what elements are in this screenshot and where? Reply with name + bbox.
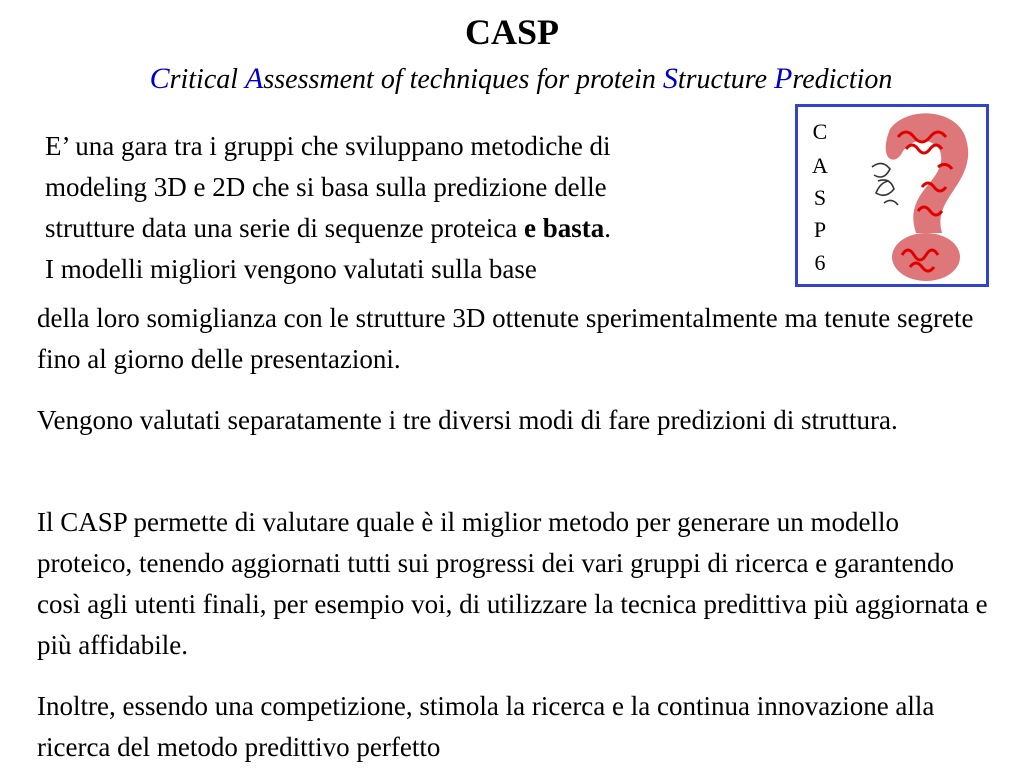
- intro-line-3: [45, 208, 770, 249]
- logo-letter-a: A: [812, 153, 828, 178]
- subtitle-initial-s: S: [662, 62, 678, 95]
- intro-line-1: E’ una gara tra i gruppi che sviluppano metodiche di: [45, 131, 611, 161]
- intro-line-2: modeling 3D e 2D che si basa sulla predizione delle: [45, 172, 607, 202]
- intro-line-4: I modelli migliori vengono valutati sulla base: [45, 254, 537, 284]
- casp6-logo: [795, 104, 989, 287]
- protein-question-mark: [872, 113, 968, 281]
- subtitle-part: tructure: [677, 64, 775, 95]
- subtitle-initial-c: C: [149, 62, 170, 95]
- slide-subtitle: [0, 60, 1024, 99]
- subtitle-part: ssessment of techniques for protein: [263, 64, 663, 95]
- subtitle-part: ritical: [169, 64, 246, 95]
- subtitle-initial-p: P: [774, 62, 793, 95]
- intro-line-3-end: .: [604, 213, 612, 243]
- logo-letter-p: P: [813, 217, 827, 242]
- paragraph-similarity: della loro somiglianza con le strutture 3D ottenute sperimentalmente ma tenute segrete fino al giorno delle presentazioni.: [37, 303, 974, 374]
- slide-title: CASP: [464, 12, 559, 52]
- casp6-logo-graphic: [798, 107, 986, 284]
- subtitle-part: rediction: [792, 64, 893, 95]
- intro-line-3-text: strutture data una serie di sequenze proteica: [45, 213, 525, 243]
- logo-letter-6: 6: [814, 250, 826, 275]
- logo-letter-s: S: [813, 185, 827, 210]
- subtitle-initial-a: A: [245, 62, 264, 95]
- logo-letter-c: C: [812, 119, 828, 144]
- paragraph-evaluation: Vengono valutati separatamente i tre diversi modi di fare predizioni di struttura.: [37, 405, 898, 435]
- paragraph-competition: Inoltre, essendo una competizione, stimola la ricerca e la continua innovazione alla ricerca del metodo predittivo perfetto: [37, 691, 935, 762]
- paragraph-intro: [45, 126, 770, 290]
- emphasis-e-basta: e basta: [524, 213, 605, 243]
- paragraph-casp-benefits: Il CASP permette di valutare quale è il miglior metodo per generare un modello proteico, tenendo aggiornati tutti sui progressi dei vari gruppi di ricerca e garantendo così agli utenti finali, per esempio voi, di utilizzare la tecnica predittiva più aggiornata e più affidabile.: [37, 507, 988, 660]
